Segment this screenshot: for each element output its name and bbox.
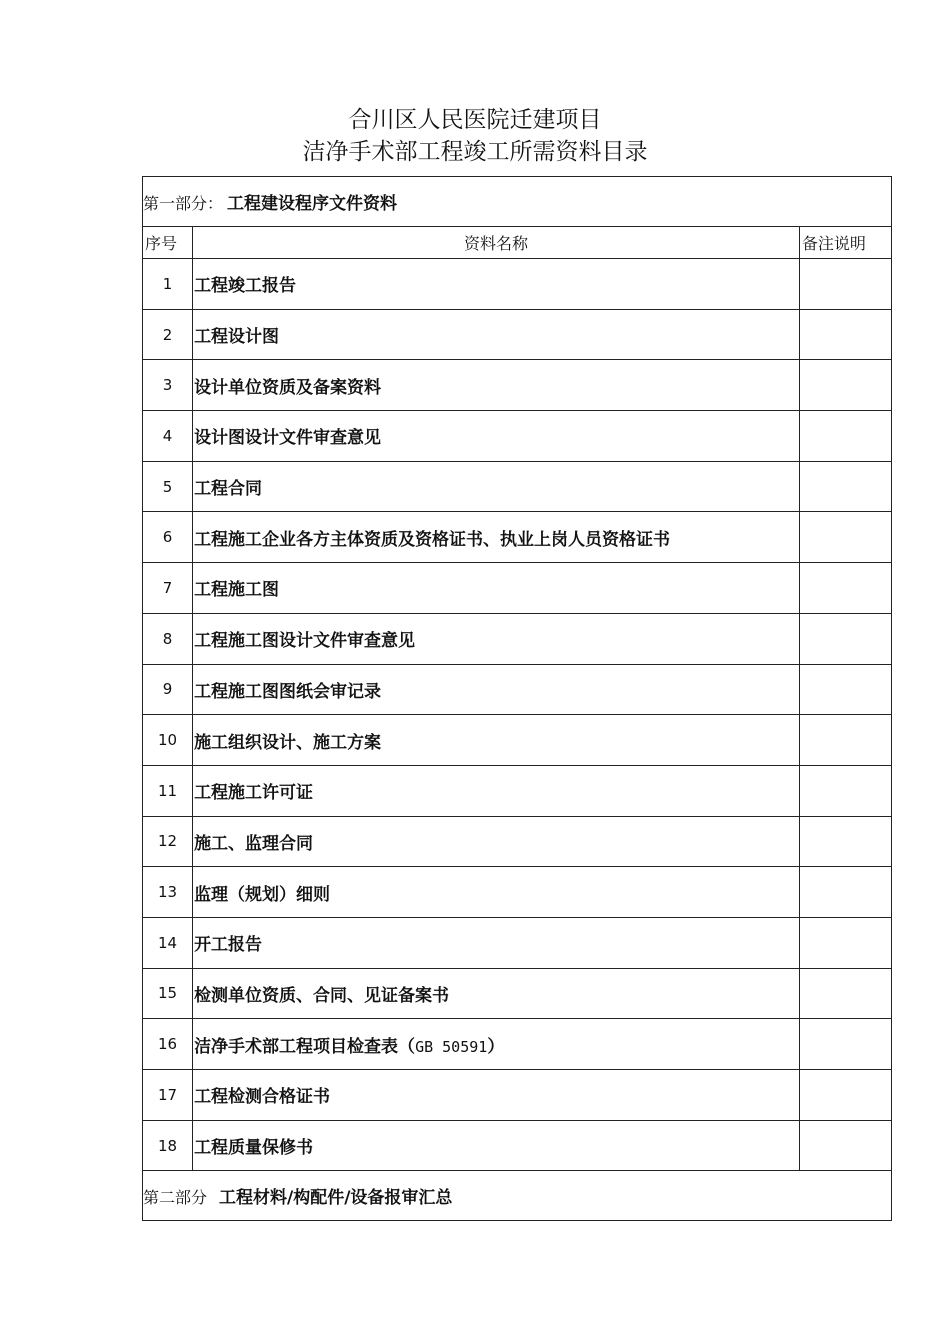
table-row <box>143 867 892 918</box>
row-remark <box>799 968 891 1019</box>
row-name: 工程施工图图纸会审记录 <box>193 664 800 715</box>
table-row <box>143 664 892 715</box>
row-remark <box>799 765 891 816</box>
document-title <box>0 104 950 168</box>
section-1-title: 工程建设程序文件资料 <box>227 194 398 214</box>
table-row <box>143 917 892 968</box>
row-remark <box>799 664 891 715</box>
row-remark <box>799 816 891 867</box>
table-row <box>143 765 892 816</box>
section-2-cell <box>143 1171 892 1221</box>
row-name: 监理（规划）细则 <box>193 867 800 918</box>
section-1-prefix: 第一部分： <box>143 194 224 213</box>
row-name: 工程质量保修书 <box>193 1120 800 1171</box>
row-remark <box>799 563 891 614</box>
row-no: 12 <box>143 816 193 867</box>
row-remark <box>799 1070 891 1121</box>
row-name: 设计单位资质及备案资料 <box>193 360 800 411</box>
row-no: 16 <box>143 1019 193 1070</box>
row-no: 9 <box>143 664 193 715</box>
table-row <box>143 411 892 462</box>
row-remark <box>799 715 891 766</box>
row-name: 工程设计图 <box>193 309 800 360</box>
row-name: 检测单位资质、合同、见证备案书 <box>193 968 800 1019</box>
row-remark <box>799 917 891 968</box>
row-no: 11 <box>143 765 193 816</box>
row-remark <box>799 613 891 664</box>
row-remark <box>799 309 891 360</box>
row-name: 开工报告 <box>193 917 800 968</box>
table-row <box>143 259 892 310</box>
title-line-1: 合川区人民医院迁建项目 <box>348 107 602 133</box>
row-name: 工程施工图设计文件审查意见 <box>193 613 800 664</box>
header-remark: 备注说明 <box>799 227 891 259</box>
row-name: 工程合同 <box>193 461 800 512</box>
section-2-prefix: 第二部分 <box>143 1188 208 1208</box>
row-no: 18 <box>143 1120 193 1171</box>
row-no: 14 <box>143 917 193 968</box>
table-row <box>143 816 892 867</box>
row-no: 15 <box>143 968 193 1019</box>
row-name: 施工、监理合同 <box>193 816 800 867</box>
row-no: 1 <box>143 259 193 310</box>
table-row <box>143 360 892 411</box>
row-name <box>193 1019 800 1070</box>
table-row <box>143 512 892 563</box>
row-remark <box>799 259 891 310</box>
row-name: 设计图设计文件审查意见 <box>193 411 800 462</box>
row-no: 5 <box>143 461 193 512</box>
table-row <box>143 613 892 664</box>
document-catalog-table <box>142 176 892 1221</box>
row-no: 7 <box>143 563 193 614</box>
table-row <box>143 1120 892 1171</box>
row-name-text: 洁净手术部工程项目检查表（ <box>194 1036 416 1057</box>
row-remark <box>799 461 891 512</box>
row-remark <box>799 512 891 563</box>
row-name: 工程施工企业各方主体资质及资格证书、执业上岗人员资格证书 <box>193 512 800 563</box>
row-no: 2 <box>143 309 193 360</box>
row-no: 6 <box>143 512 193 563</box>
row-name: 施工组织设计、施工方案 <box>193 715 800 766</box>
section-1-row <box>143 177 892 227</box>
table-row <box>143 461 892 512</box>
row-name: 工程检测合格证书 <box>193 1070 800 1121</box>
section-2-row <box>143 1171 892 1221</box>
header-name: 资料名称 <box>193 227 800 259</box>
section-1-cell <box>143 177 892 227</box>
row-name-text-end: ） <box>487 1036 505 1057</box>
table-row <box>143 968 892 1019</box>
table-row <box>143 715 892 766</box>
table-header-row <box>143 227 892 259</box>
table-row <box>143 1070 892 1121</box>
row-name: 工程竣工报告 <box>193 259 800 310</box>
table-row <box>143 563 892 614</box>
row-remark <box>799 360 891 411</box>
header-no: 序号 <box>143 227 193 259</box>
row-no: 13 <box>143 867 193 918</box>
row-no: 17 <box>143 1070 193 1121</box>
row-name: 工程施工图 <box>193 563 800 614</box>
row-no: 3 <box>143 360 193 411</box>
row-no: 10 <box>143 715 193 766</box>
table-row <box>143 309 892 360</box>
row-remark <box>799 1019 891 1070</box>
row-name: 工程施工许可证 <box>193 765 800 816</box>
section-2-title: 工程材料/构配件/设备报审汇总 <box>219 1188 453 1209</box>
row-remark <box>799 411 891 462</box>
title-line-2: 洁净手术部工程竣工所需资料目录 <box>302 139 648 165</box>
row-remark <box>799 1120 891 1171</box>
row-no: 8 <box>143 613 193 664</box>
table-row <box>143 1019 892 1070</box>
row-no: 4 <box>143 411 193 462</box>
row-remark <box>799 867 891 918</box>
standard-code: GB 50591 <box>415 1037 488 1056</box>
